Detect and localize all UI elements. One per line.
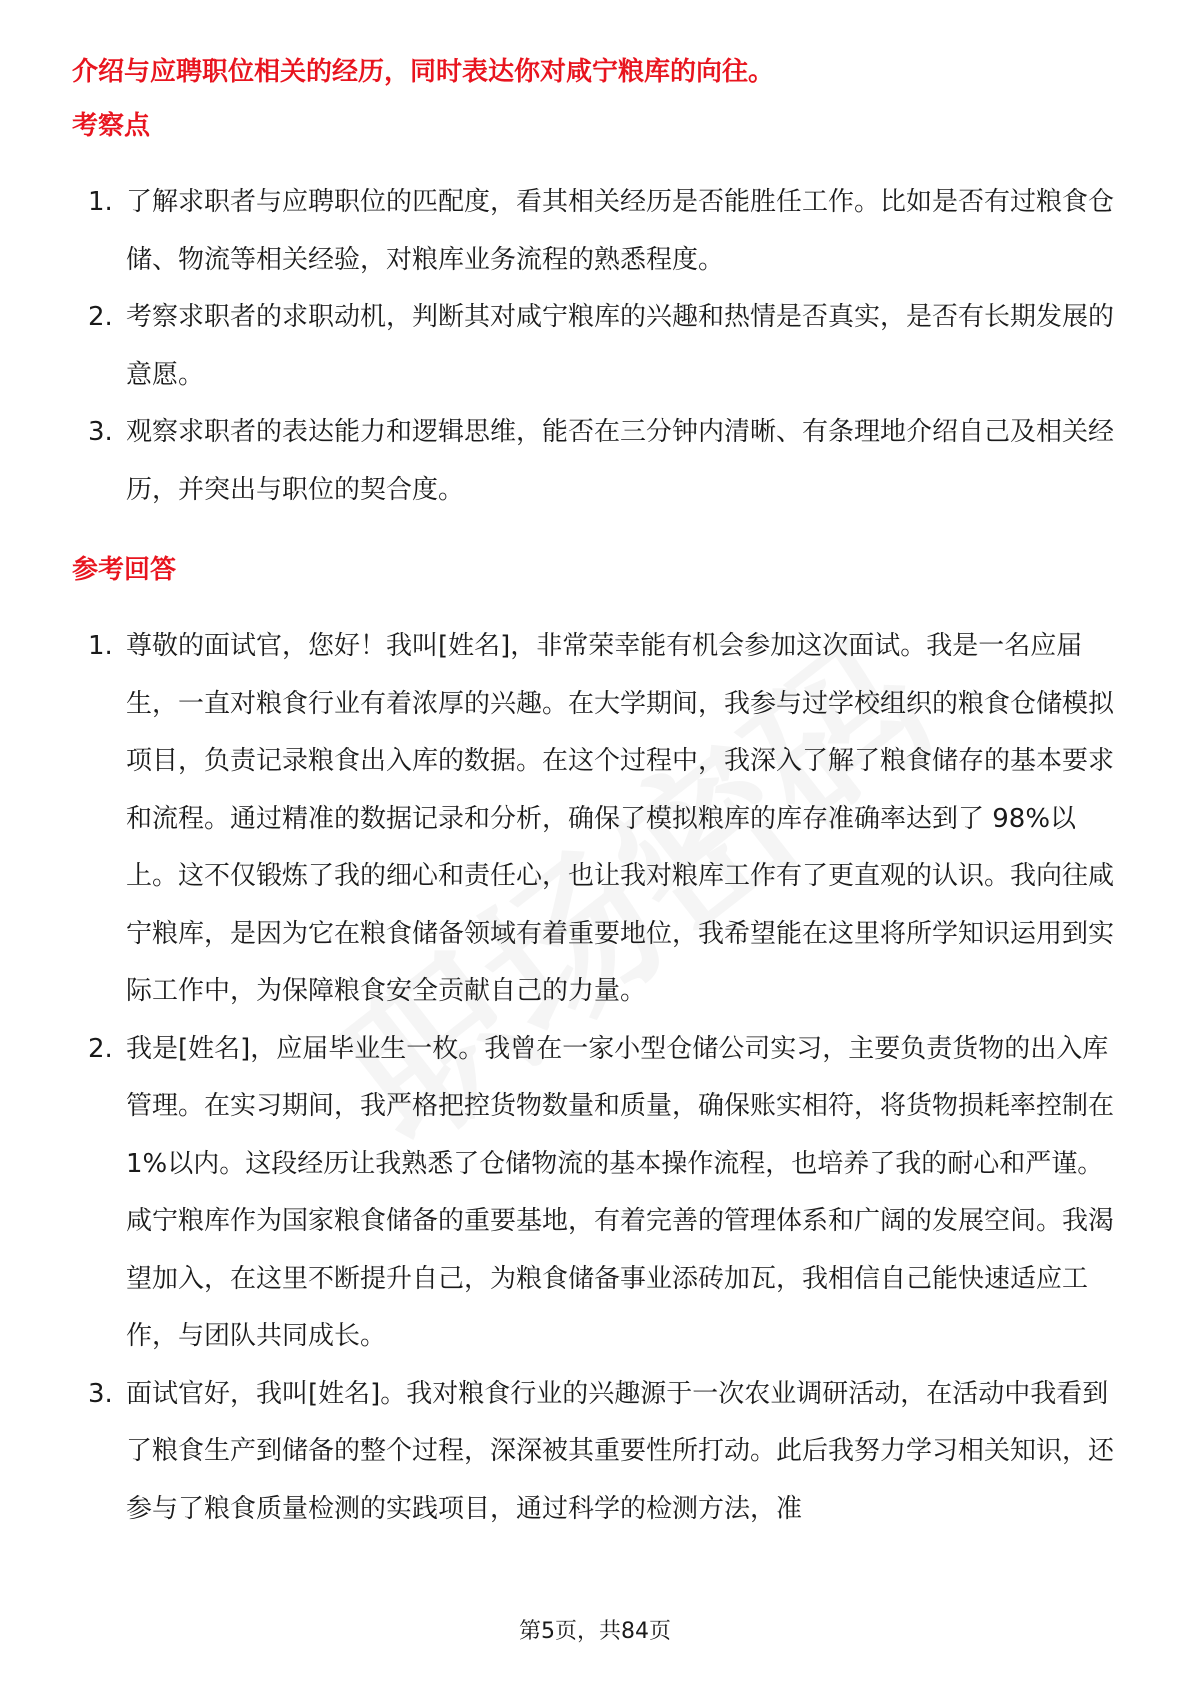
list-item-text: 考察求职者的求职动机，判断其对咸宁粮库的兴趣和热情是否真实，是否有长期发展的意愿。: [126, 302, 1115, 390]
list-item: [72, 618, 1128, 1021]
list-number: 2.: [88, 1033, 113, 1064]
reference-list: [72, 618, 1128, 1538]
list-item: [72, 289, 1128, 404]
list-item-text: 面试官好，我叫[姓名]。我对粮食行业的兴趣源于一次农业调研活动，在活动中我看到了粮食生产到储备的整个过程，深深被其重要性所打动。此后我努力学习相关知识，还参与了粮食质量检测的实践项目，通过科学的检测方法，准: [126, 1378, 1115, 1524]
page-number: 第5页，共84页: [519, 1619, 671, 1644]
list-item: [72, 174, 1128, 289]
list-item-text: 尊敬的面试官，您好！我叫[姓名]，非常荣幸能有机会参加这次面试。我是一名应届生，一直对粮食行业有着浓厚的兴趣。在大学期间，我参与过学校组织的粮食仓储模拟项目，负责记录粮食出入库的数据。在这个过程中，我深入了解了粮食储存的基本要求和流程。通过精准的数据记录和分析，确保了模拟粮库的库存准确率达到了 98%以上。这不仅锻炼了我的细心和责任心，也让我对粮库工作有了更直观的认识。我向往咸宁粮库，是因为它在粮食储备领域有着重要地位，我希望能在这里将所学知识运用到实际工作中，为保障粮食安全贡献自己的力量。: [126, 631, 1115, 1006]
list-number: 3.: [88, 1378, 113, 1409]
list-item-text: 了解求职者与应聘职位的匹配度，看其相关经历是否能胜任工作。比如是否有过粮食仓储、物流等相关经验，对粮库业务流程的熟悉程度。: [126, 187, 1115, 275]
list-item: [72, 1366, 1128, 1539]
list-number: 1.: [88, 631, 113, 661]
list-item-text: 观察求职者的表达能力和逻辑思维，能否在三分钟内清晰、有条理地介绍自己及相关经历，并突出与职位的契合度。: [126, 417, 1115, 505]
section-heading-reference: 参考回答: [72, 555, 177, 585]
list-item: [72, 404, 1128, 519]
list-item-text: 我是[姓名]，应届毕业生一枚。我曾在一家小型仓储公司实习，主要负责货物的出入库管理。在实习期间，我严格把控货物数量和质量，确保账实相符，将货物损耗率控制在 1%以内。这段经历让我熟悉了仓储物流的基本操作流程，也培养了我的耐心和严谨。咸宁粮库作为国家粮食储备的重要基地，有着完善的管理体系和广阔的发展空间。我渴望加入，在这里不断提升自己，为粮食储备事业添砖加瓦，我相信自己能快速适应工作，与团队共同成长。: [126, 1033, 1115, 1351]
list-item: [72, 1021, 1128, 1366]
section-heading-assessment: 考察点: [72, 111, 151, 141]
question-title: 介绍与应聘职位相关的经历，同时表达你对咸宁粮库的向往。: [72, 57, 775, 87]
list-number: 2.: [88, 302, 113, 332]
list-number: 3.: [88, 417, 113, 447]
list-number: 1.: [88, 187, 113, 217]
assessment-list: [72, 174, 1128, 519]
